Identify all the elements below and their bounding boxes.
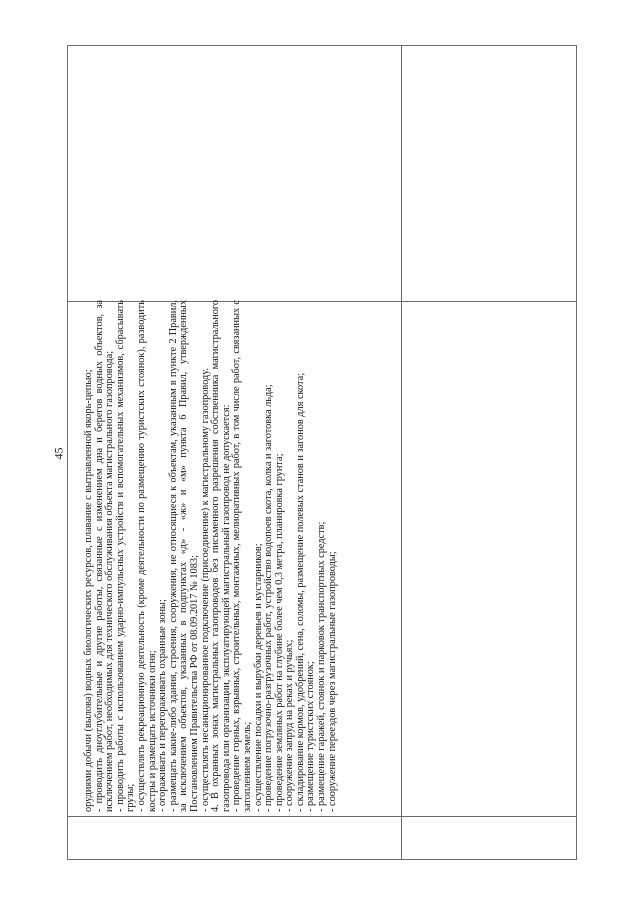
paragraph: - проведение земляных работ на глубине более чем 0,3 метра, планировка грунта;: [273, 453, 285, 812]
paragraph: - осуществлять несанкционированное подключение (присоединение) к магистральному газопроводу.: [199, 368, 211, 812]
paragraph: - проводить работы с использованием ударно-импульсных устройств и вспомогательных механизмов, сбрасывать грузы;: [114, 300, 137, 812]
paragraph: орудиями добычи (вылова) водных биологических ресурсов, плавание с вытравленной якорь-цепью;: [83, 369, 94, 812]
page-number: 45: [51, 447, 66, 460]
rotated-text-cell: [84, 300, 410, 812]
paragraph: 4. В охранных зонах магистральных газопроводов без письменного разрешения собственника магистрального газопровода или организации, эксплуатирующей магистральный газопровод не допускается:: [210, 300, 232, 812]
paragraph: - осуществление посадки и вырубки деревьев и кустарников;: [252, 543, 264, 812]
paragraph: - размещать какие-либо здания, строения, сооружения, не относящиеся к объектам, указанным в пункте 2 Правил, за исключением объектов, указанных в подпунктах «д» - «ж» и «м» пункта 6 Правил, утвержденных Постановлением Правительства РФ от 08.09.2017 № 1083;: [167, 300, 200, 812]
paragraph: - размещение туристских стоянок;: [305, 661, 317, 812]
paragraph: - размещение гаражей, стоянок и парковок транспортных средств;: [316, 521, 328, 812]
paragraph: - огораживать и перегораживать охранные зоны;: [157, 599, 169, 812]
paragraph: - проведение горных, взрывных, строительных, монтажных, мелиоративных работ, в том числе работ, связанных с затоплением земель;: [231, 300, 253, 812]
table-row-divider: [68, 816, 576, 817]
paragraph: - сооружение переездов через магистральные газопроводы;: [326, 551, 338, 812]
paragraph: - проведение погрузочно-разгрузочных работ, устройство водопоев скота, колка и заготовка льда;: [263, 384, 275, 812]
paragraph: - складирование кормов, удобрений, сена, соломы, размещение полевых станов и загонов для скота;: [294, 372, 306, 812]
paragraph: - осуществлять рекреационную деятельность (кроме деятельности по размещению туристских стоянок), разводить костры и размещать источники огня;: [135, 300, 158, 812]
paragraph: - сооружение запруд на реках и ручьях;: [284, 639, 296, 812]
paragraph: - проводить дноуглубительные и другие работы, связанные с изменением дна и берегов водных объектов, за исключением работ, необходимых для технического обслуживания объекта магистрального газопровода;: [93, 300, 116, 812]
